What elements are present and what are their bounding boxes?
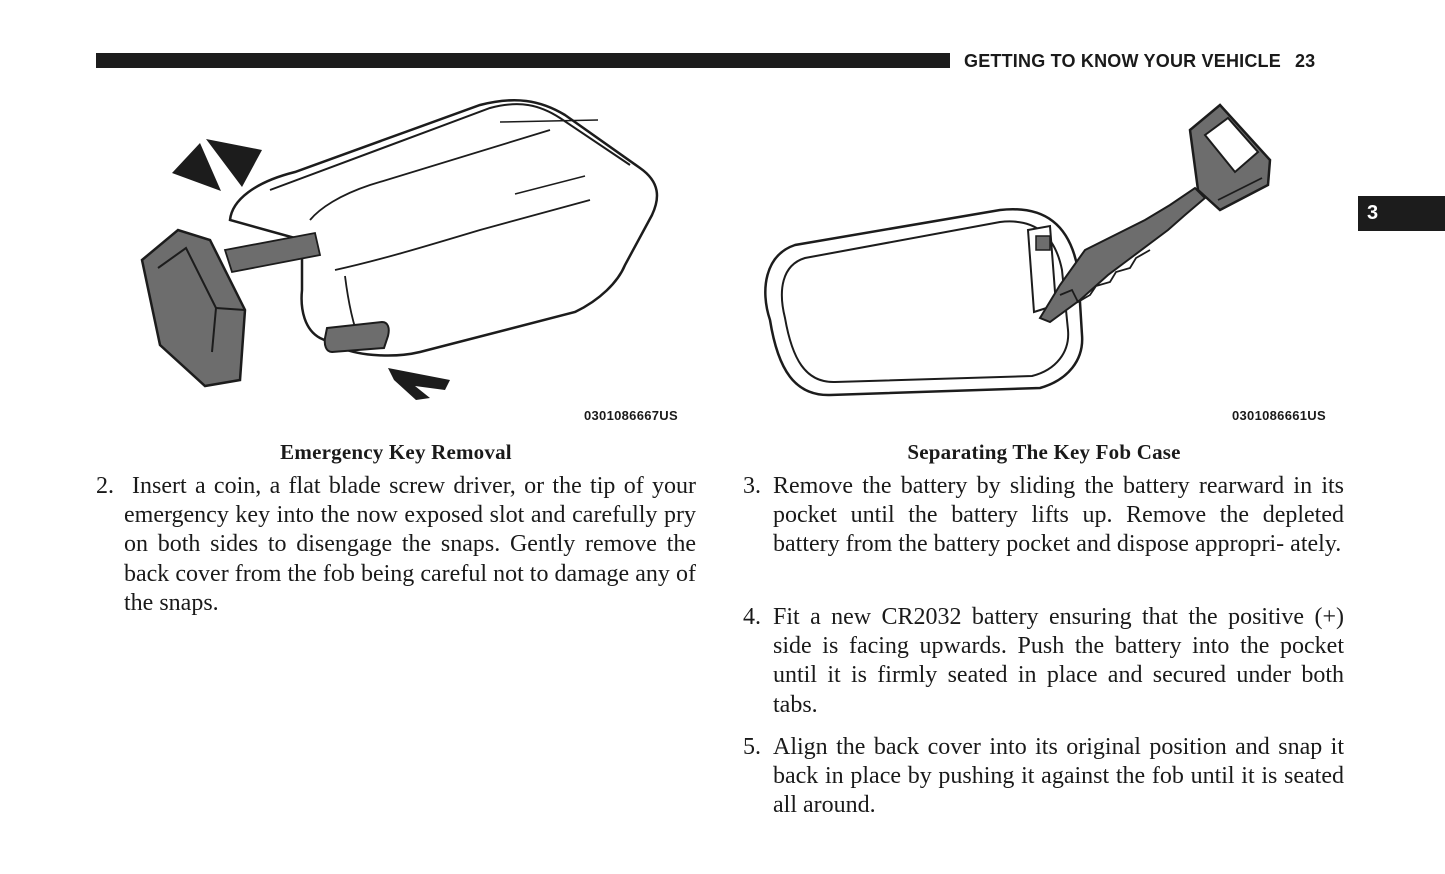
release-slot xyxy=(325,322,389,352)
figure-caption: Emergency Key Removal xyxy=(280,440,512,464)
figure-emergency-key-removal xyxy=(120,90,700,430)
step-text: Align the back cover into its original position and snap it back in place by pushing it against the fob until it is seated all around. xyxy=(773,734,1344,819)
step-number: 5. xyxy=(743,734,761,760)
section-title: GETTING TO KNOW YOUR VEHICLE xyxy=(964,51,1281,71)
key-fob-illustration-2 xyxy=(750,90,1350,430)
figure-caption: Separating The Key Fob Case xyxy=(907,440,1181,464)
step-3 xyxy=(743,472,1344,560)
image-code: 0301086667US xyxy=(584,408,678,423)
running-header xyxy=(964,49,1315,73)
figure-separating-key-fob-case xyxy=(750,90,1350,430)
step-5 xyxy=(743,733,1344,821)
header-rule xyxy=(96,53,950,68)
step-2 xyxy=(96,472,696,618)
fob-body xyxy=(230,100,657,355)
key-fob-illustration-1 xyxy=(120,90,700,430)
step-4 xyxy=(743,603,1344,720)
page-number: 23 xyxy=(1294,51,1316,71)
chapter-tab[interactable]: 3 xyxy=(1358,196,1445,231)
image-code: 0301086661US xyxy=(1232,408,1326,423)
step-number: 2. xyxy=(96,473,114,499)
arrow-up-left-icon xyxy=(172,143,221,191)
step-text: Insert a coin, a flat blade screw driver, or the tip of your emergency key into the now exposed slot and carefully pry on both sides to disengage the snaps. Gently remove the back cover from the fob being careful not to damage any of the snaps. xyxy=(124,473,696,616)
step-text: Remove the battery by sliding the battery rearward in its pocket until the battery lifts up. Remove the depleted battery from the battery pocket and dispose appropri- ately. xyxy=(773,473,1344,558)
step-number: 4. xyxy=(743,604,761,630)
step-number: 3. xyxy=(743,473,761,499)
arrow-push-icon xyxy=(388,368,450,400)
step-text: Fit a new CR2032 battery ensuring that the positive (+) side is facing upwards. Push the battery into the pocket until it is firmly seated in place and secured under both tabs. xyxy=(773,604,1344,718)
